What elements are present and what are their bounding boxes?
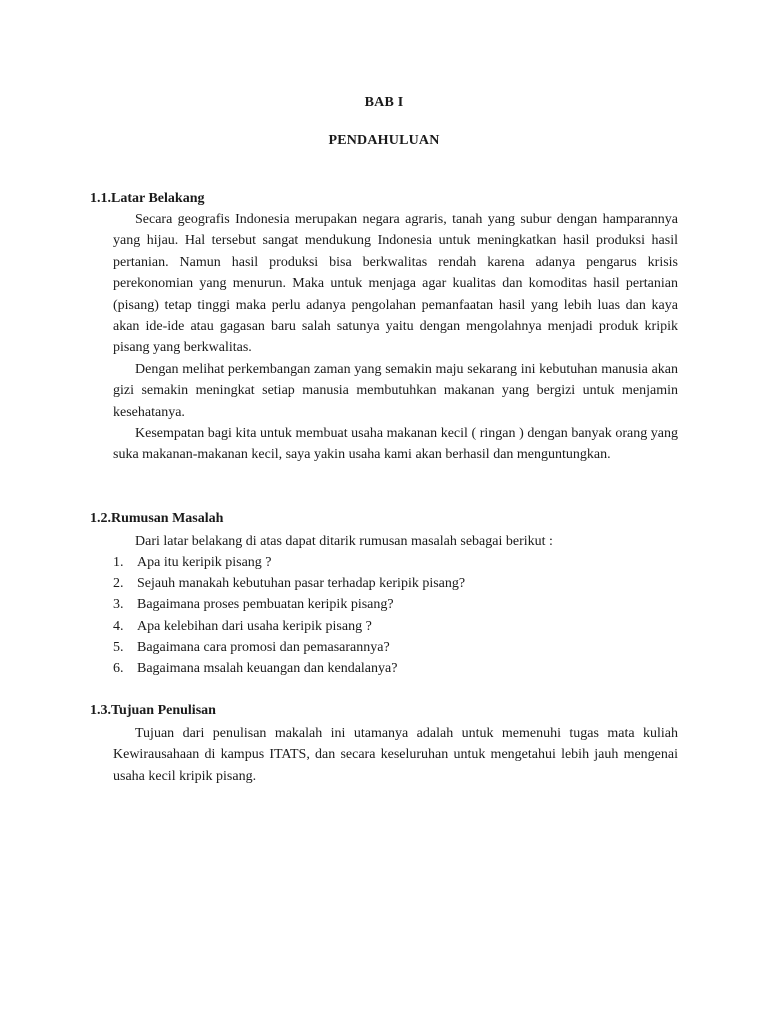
- list-item-text: Bagaimana cara promosi dan pemasarannya?: [137, 639, 390, 655]
- list-item: [113, 616, 465, 637]
- list-item-number: 3.: [113, 597, 124, 613]
- list-item: [113, 658, 465, 679]
- section-heading-tujuan-penulisan: 1.3.Tujuan Penulisan: [90, 703, 216, 718]
- list-item-text: Apa kelebihan dari usaha keripik pisang ?: [137, 618, 372, 634]
- chapter-number: BAB I: [364, 95, 404, 110]
- section-heading-rumusan-masalah: 1.2.Rumusan Masalah: [90, 511, 224, 526]
- list-item: [113, 552, 465, 573]
- list-item-text: Bagaimana proses pembuatan keripik pisang?: [137, 597, 394, 613]
- list-item-text: Bagaimana msalah keuangan dan kendalanya?: [137, 661, 398, 677]
- list-item-number: 4.: [113, 618, 124, 634]
- list-item-number: 2.: [113, 576, 124, 592]
- list-item-text: Sejauh manakah kebutuhan pasar terhadap keripik pisang?: [137, 576, 466, 592]
- section-heading-latar-belakang: 1.1.Latar Belakang: [90, 191, 205, 206]
- paragraph-latar-1: Secara geografis Indonesia merupakan negara agraris, tanah yang subur dengan hamparannya yang hijau. Hal tersebut sangat mendukung Indonesia untuk meningkatkan hasil produksi hasil pertanian. Namun hasil produksi bisa berkwalitas rendah karena adanya pengarus krisis perekonomian yang menurun. Maka untuk menjaga agar kualitas dan komoditas hasil pertanian (pisang) tetap tinggi maka perlu adanya pengolahan pemanfaatan hasil yang lebih luas dan kaya akan ide-ide atau gagasan baru salah satunya yaitu dengan mengolahnya menjadi produk kripik pisang yang berkwalitas.: [113, 212, 678, 356]
- paragraph-latar-3: Kesempatan bagi kita untuk membuat usaha makanan kecil ( ringan ) dengan banyak orang yang suka makanan-makanan kecil, saya yakin usaha kami akan berhasil dan menguntungkan.: [113, 426, 678, 463]
- list-item-number: 5.: [113, 639, 124, 655]
- paragraph-latar-2: Dengan melihat perkembangan zaman yang semakin maju sekarang ini kebutuhan manusia akan gizi semakin meningkat setiap manusia membutuhkan makanan yang bergizi untuk menjamin kesehatanya.: [113, 362, 678, 420]
- list-item: [113, 594, 465, 615]
- list-item-number: 6.: [113, 661, 124, 677]
- rumusan-list: [113, 552, 465, 679]
- chapter-title: PENDAHULUAN: [328, 133, 440, 148]
- paragraph-rumusan-intro: Dari latar belakang di atas dapat ditarik rumusan masalah sebagai berikut :: [135, 534, 553, 549]
- list-item-text: Apa itu keripik pisang ?: [137, 555, 272, 570]
- paragraph-tujuan: Tujuan dari penulisan makalah ini utamanya adalah untuk memenuhi tugas mata kuliah Kewirausahaan di kampus ITATS, dan secara keseluruhan untuk mengetahui lebih jauh mengenai usaha kecil kripik pisang.: [113, 726, 678, 784]
- list-item: [113, 573, 465, 594]
- list-item-number: 1.: [113, 555, 124, 570]
- list-item: [113, 637, 465, 658]
